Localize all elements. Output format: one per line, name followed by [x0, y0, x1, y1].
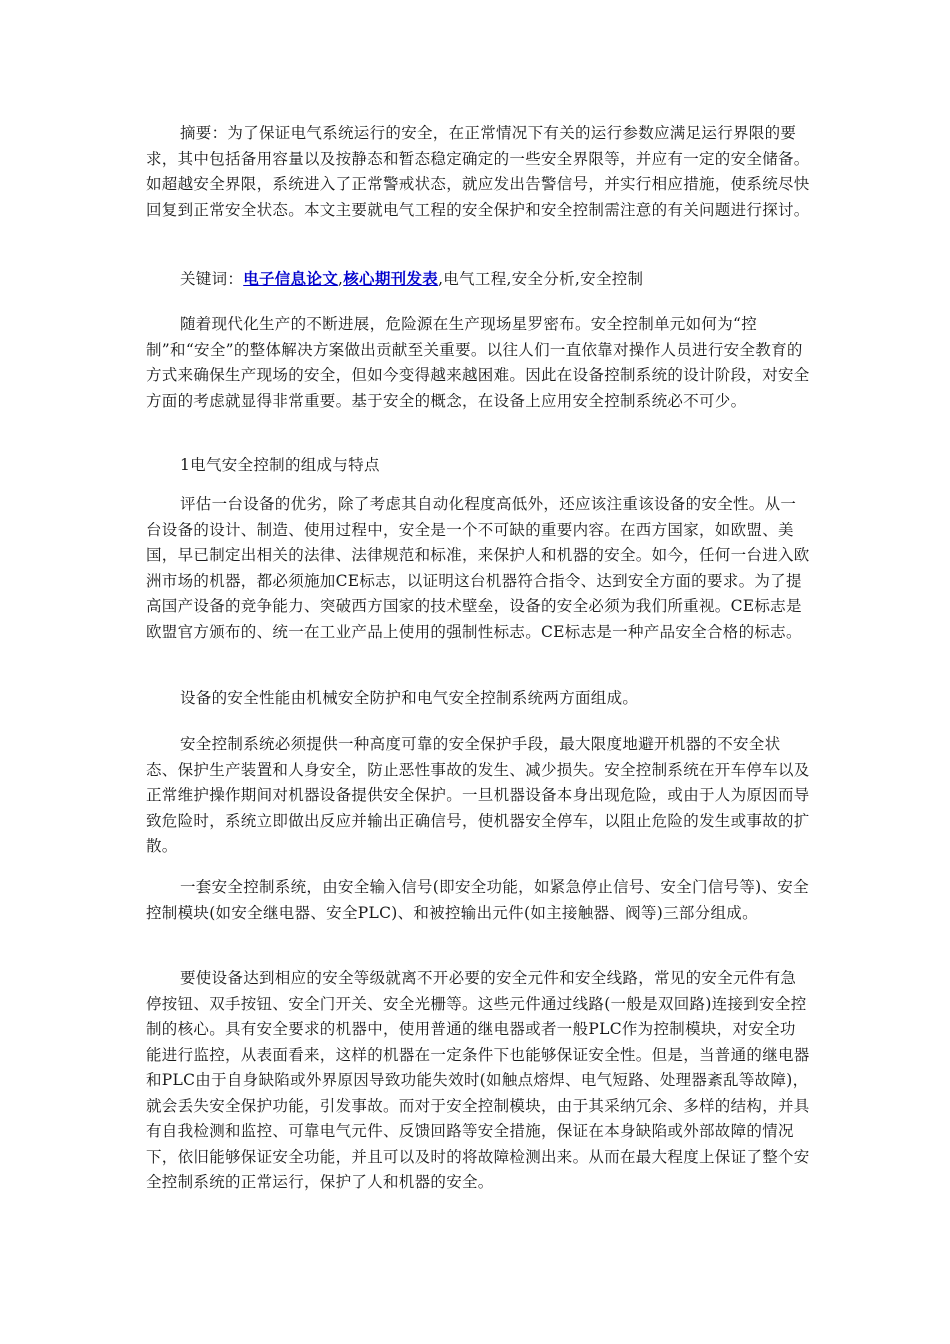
- paragraph-safety-composition: 设备的安全性能由机械安全防护和电气安全控制系统两方面组成。: [180, 689, 639, 707]
- keywords-separator: ,: [338, 270, 344, 288]
- keywords-label: 关键词：: [180, 270, 244, 288]
- paragraph-equipment-evaluation: 评估一台设备的优劣，除了考虑其自动化程度高低外，还应该注重该设备的安全性。从一台设备的设计、制造、使用过程中，安全是一个不可缺的重要内容。在西方国家，如欧盟、美国，早已制定出相关的法律、法律规范和标准，来保护人和机器的安全。如今，任何一台进入欧洲市场的机器，都必须施加CE标志，以证明这台机器符合指令、达到安全方面的要求。为了提高国产设备的竞争能力、突破西方国家的技术壁垒，设备的安全必须为我们所重视。CE标志是欧盟官方颁布的、统一在工业产品上使用的强制性标志。CE标志是一种产品安全合格的标志。: [146, 495, 810, 641]
- keyword-link-core-journal[interactable]: 核心期刊发表: [343, 269, 439, 288]
- section-heading-1: 1电气安全控制的组成与特点: [180, 456, 380, 474]
- intro-paragraph: 随着现代化生产的不断进展，危险源在生产现场星罗密布。安全控制单元如何为“控制”和“安全”的整体解决方案做出贡献至关重要。以往人们一直依靠对操作人员进行安全教育的方式来确保生产现场的安全，但如今变得越来越困难。因此在设备控制系统的设计阶段，对安全方面的考虑就显得非常重要。基于安全的概念，在设备上应用安全控制系统必不可少。: [146, 315, 810, 410]
- keyword-link-electronic-info-paper[interactable]: 电子信息论文: [243, 269, 339, 288]
- paragraph-safety-control-system: 安全控制系统必须提供一种高度可靠的安全保护手段，最大限度地避开机器的不安全状态、保护生产装置和人身安全，防止恶性事故的发生、减少损失。安全控制系统在开车停车以及正常维护操作期间对机器设备提供安全保护。一旦机器设备本身出现危险，或由于人为原因而导致危险时，系统立即做出反应并输出正确信号，使机器安全停车，以阻止危险的发生或事故的扩散。: [146, 735, 810, 855]
- keywords-line: [146, 266, 811, 293]
- paragraph-safety-components: 要使设备达到相应的安全等级就离不开必要的安全元件和安全线路，常见的安全元件有急停按钮、双手按钮、安全门开关、安全光栅等。这些元件通过线路(一般是双回路)连接到安全控制的核心。具有安全要求的机器中，使用普通的继电器或者一般PLC作为控制模块，对安全功能进行监控，从表面看来，这样的机器在一定条件下也能够保证安全性。但是，当普通的继电器和PLC由于自身缺陷或外界原因导致功能失效时(如触点熔焊、电气短路、处理器紊乱等故障)，就会丢失安全保护功能，引发事故。而对于安全控制模块，由于其采纳冗余、多样的结构，并具有自我检测和监控、可靠电气元件、反馈回路等安全措施，保证在本身缺陷或外部故障的情况下，依旧能够保证安全功能，并且可以及时的将故障检测出来。从而在最大程度上保证了整个安全控制系统的正常运行，保护了人和机器的安全。: [146, 969, 810, 1191]
- keywords-rest: ,电气工程,安全分析,安全控制: [438, 270, 644, 288]
- abstract-paragraph: 摘要：为了保证电气系统运行的安全，在正常情况下有关的运行参数应满足运行界限的要求，其中包括备用容量以及按静态和暂态稳定确定的一些安全界限等，并应有一定的安全储备。如超越安全界限，系统进入了正常警戒状态，就应发出告警信号，并实行相应措施，使系统尽快回复到正常安全状态。本文主要就电气工程的安全保护和安全控制需注意的有关问题进行探讨。: [146, 124, 810, 219]
- paragraph-system-parts: 一套安全控制系统，由安全输入信号(即安全功能，如紧急停止信号、安全门信号等)、安全控制模块(如安全继电器、安全PLC)、和被控输出元件(如主接触器、阀等)三部分组成。: [146, 878, 809, 922]
